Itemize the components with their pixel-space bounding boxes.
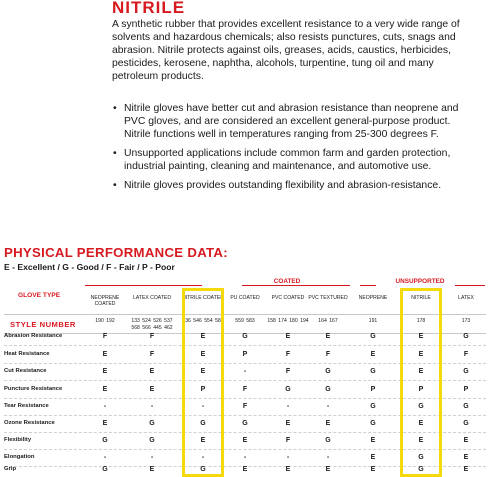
rating-cell: E: [325, 333, 331, 340]
column-header: NITRILE: [411, 295, 431, 301]
rating-cell: F: [285, 368, 291, 375]
rating-cell: E: [463, 454, 469, 461]
group-divider: [242, 285, 350, 286]
rating-cell: -: [103, 454, 107, 461]
rating-cell: E: [285, 333, 291, 340]
column-header: NEOPRENE COATED: [90, 295, 120, 308]
column-header: PVC TEXTURED: [308, 295, 348, 301]
rating-cell: E: [370, 454, 376, 461]
style-number: 191: [368, 318, 378, 324]
rating-cell: F: [102, 333, 108, 340]
property-label: Grip: [4, 466, 17, 472]
row-divider: [4, 380, 486, 381]
feature-bullet: • Unsupported applications include common farm and garden protection, industrial painting, cleaning and maintenance, and automotive use.: [112, 147, 477, 173]
rating-cell: G: [242, 333, 248, 340]
rating-cell: -: [326, 403, 330, 410]
rating-cell: E: [102, 351, 108, 358]
rating-cell: F: [242, 403, 248, 410]
rating-cell: E: [102, 368, 108, 375]
rating-cell: G: [102, 437, 108, 444]
rating-cell: G: [149, 437, 155, 444]
rating-cell: E: [418, 420, 424, 427]
rating-cell: F: [325, 351, 331, 358]
column-header: LATEX COATED: [132, 295, 172, 301]
rating-cell: G: [285, 386, 291, 393]
property-label: Flexibility: [4, 437, 32, 443]
row-divider: [4, 449, 486, 450]
rating-cell: F: [149, 333, 155, 340]
row-divider: [4, 398, 486, 399]
rating-cell: G: [463, 368, 469, 375]
rating-cell: F: [285, 437, 291, 444]
style-number: 158 174 180 194: [267, 318, 309, 324]
rating-cell: E: [463, 437, 469, 444]
rating-cell: E: [149, 386, 155, 393]
style-number-label: STYLE NUMBER: [10, 320, 76, 329]
property-label: Ozone Resistance: [4, 420, 55, 426]
rating-cell: E: [149, 368, 155, 375]
rating-cell: G: [200, 466, 206, 473]
rating-cell: F: [463, 351, 469, 358]
rating-cell: E: [200, 351, 206, 358]
rating-cell: -: [201, 454, 205, 461]
rating-cell: E: [418, 351, 424, 358]
rating-cell: G: [370, 403, 376, 410]
table-rule: [4, 314, 486, 315]
style-number: 559 583: [235, 318, 255, 324]
rating-cell: E: [370, 437, 376, 444]
rating-cell: G: [325, 368, 331, 375]
rating-cell: G: [463, 420, 469, 427]
rating-cell: -: [286, 454, 290, 461]
rating-cell: P: [200, 386, 206, 393]
rating-cell: E: [102, 420, 108, 427]
rating-cell: E: [149, 466, 155, 473]
rating-cell: G: [102, 466, 108, 473]
rating-cell: -: [103, 403, 107, 410]
rating-cell: P: [418, 386, 424, 393]
rating-cell: G: [242, 420, 248, 427]
rating-cell: E: [242, 437, 248, 444]
feature-list: [112, 102, 477, 198]
rating-cell: F: [285, 351, 291, 358]
group-divider: [360, 285, 376, 286]
style-number: 178: [416, 318, 426, 324]
property-label: Abrasion Resistance: [4, 333, 63, 339]
rating-cell: P: [463, 386, 469, 393]
rating-cell: E: [463, 466, 469, 473]
rating-cell: -: [243, 368, 247, 375]
rating-cell: -: [243, 454, 247, 461]
rating-cell: G: [370, 333, 376, 340]
section-title: NITRILE: [112, 0, 186, 17]
style-number: 536 546 554 589: [182, 318, 224, 324]
group-divider: [85, 285, 202, 286]
row-divider: [4, 415, 486, 416]
rating-cell: E: [325, 420, 331, 427]
rating-cell: E: [285, 420, 291, 427]
property-label: Heat Resistance: [4, 351, 50, 357]
feature-bullet: • Nitrile gloves have better cut and abrasion resistance than neoprene and PVC gloves, and are considered an excellent general-purpose product. Nitrile functions well in temperatures ranging from 25-300 degrees F.: [112, 102, 477, 141]
rating-cell: F: [149, 351, 155, 358]
rating-cell: F: [242, 386, 248, 393]
style-number: 164 167: [318, 318, 338, 324]
group-label-coated: COATED: [273, 278, 301, 285]
rating-cell: G: [325, 437, 331, 444]
rating-cell: G: [200, 420, 206, 427]
feature-bullet: • Nitrile gloves provides outstanding flexibility and abrasion-resistance.: [112, 179, 477, 192]
rating-cell: E: [418, 333, 424, 340]
property-label: Elongation: [4, 454, 35, 460]
glove-type-label: GLOVE TYPE: [18, 292, 61, 299]
rating-cell: E: [285, 466, 291, 473]
column-header: NITRILE COATED: [182, 295, 224, 301]
style-number: 133 524 526 537 568 566 445 462: [131, 318, 173, 331]
rating-cell: G: [370, 368, 376, 375]
rating-cell: P: [242, 351, 248, 358]
column-header: PU COATED: [230, 295, 260, 301]
rating-cell: P: [370, 386, 376, 393]
rating-cell: -: [326, 454, 330, 461]
rating-cell: -: [201, 403, 205, 410]
rating-cell: G: [370, 420, 376, 427]
row-divider: [4, 345, 486, 346]
rating-cell: -: [286, 403, 290, 410]
group-divider: [455, 285, 485, 286]
rating-cell: G: [418, 466, 424, 473]
row-divider: [4, 363, 486, 364]
rating-cell: G: [149, 420, 155, 427]
intro-paragraph: A synthetic rubber that provides excellent resistance to a very wide range of solvents and hazardous chemicals; also resists punctures, cuts, snags and abrasion. Nitrile protects against oils, greases, acids, caustics, herbicides, pesticides, kerosene, naphtha, alcohols, turpentine, tung oil and many petroleum products.: [112, 19, 460, 82]
rating-cell: G: [418, 403, 424, 410]
column-header: PVC COATED: [271, 295, 305, 301]
rating-cell: -: [150, 454, 154, 461]
style-number: 190 192: [95, 318, 115, 324]
property-label: Puncture Resistance: [4, 386, 63, 392]
rating-cell: E: [418, 368, 424, 375]
row-divider: [4, 432, 486, 433]
group-label-unsupported: UNSUPPORTED: [395, 278, 445, 285]
rating-cell: E: [418, 437, 424, 444]
rating-cell: G: [463, 403, 469, 410]
rating-cell: E: [242, 466, 248, 473]
rating-cell: E: [370, 351, 376, 358]
rating-cell: G: [325, 386, 331, 393]
rating-cell: -: [150, 403, 154, 410]
property-label: Cut Resistance: [4, 368, 47, 374]
rating-cell: E: [102, 386, 108, 393]
column-header: LATEX: [458, 295, 474, 301]
rating-cell: E: [200, 333, 206, 340]
rating-cell: E: [200, 437, 206, 444]
rating-cell: E: [370, 466, 376, 473]
rating-legend: E - Excellent / G - Good / F - Fair / P - Poor: [4, 262, 175, 272]
performance-title: PHYSICAL PERFORMANCE DATA:: [4, 245, 228, 260]
rating-cell: G: [463, 333, 469, 340]
style-number: 173: [461, 318, 471, 324]
rating-cell: E: [200, 368, 206, 375]
rating-cell: E: [325, 466, 331, 473]
property-label: Tear Resistance: [4, 403, 49, 409]
rating-cell: G: [418, 454, 424, 461]
column-header: NEOPRENE: [358, 295, 388, 301]
